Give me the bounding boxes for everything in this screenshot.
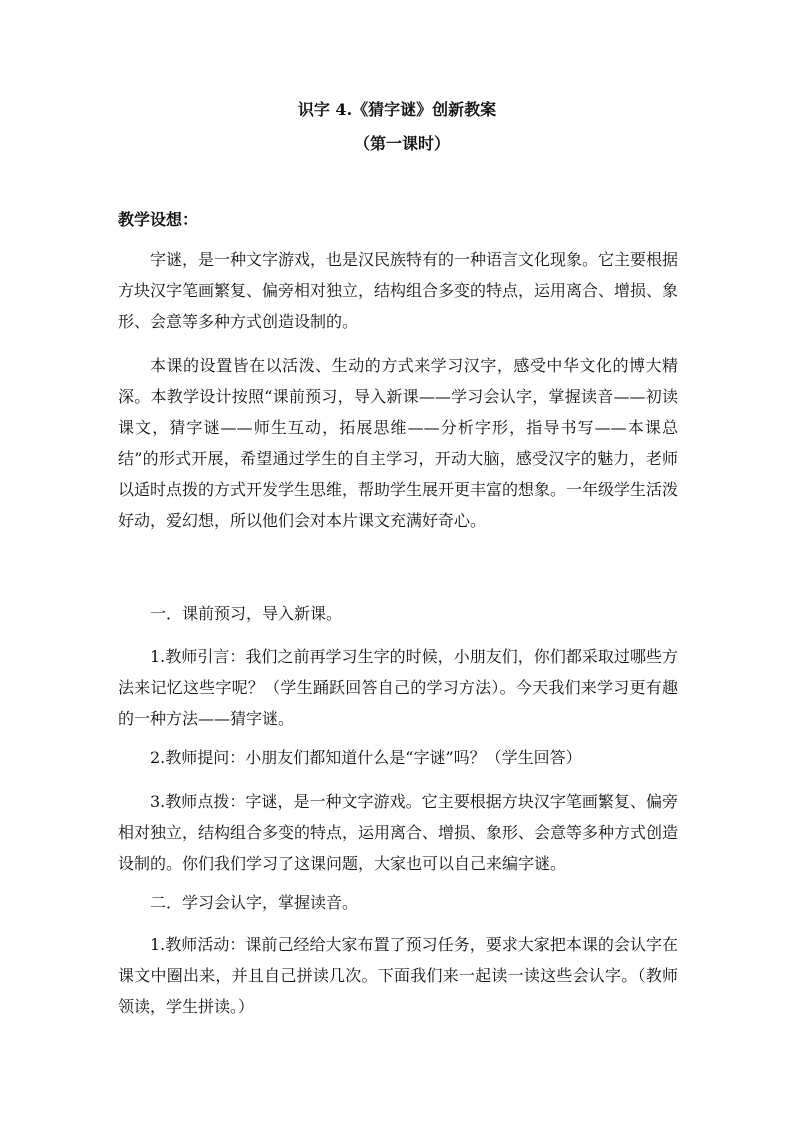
paragraph-step-two-1: 1.教师活动：课前己经给大家布置了预习任务，要求大家把本课的会认字在课文中圈出来，并且自己拼读几次。下面我们来一起读一读这些会认字。（教师领读，学生拼读。） <box>118 935 678 1016</box>
document-subtitle: （第一课时） <box>353 134 450 153</box>
paragraph-riddle-intro: 字谜，是一种文字游戏，也是汉民族特有的一种语言文化现象。它主要根据方块汉字笔画繁复、偏旁相对独立，结构组合多变的特点，运用离合、增损、象形、会意等多种方式创造设制的。 <box>118 250 679 331</box>
section-label-teaching-idea: 教学设想： <box>118 210 199 229</box>
paragraph-step-one-2: 2.教师提问：小朋友们都知道什么是“字谜”吗？（学生回答） <box>150 748 582 767</box>
heading-step-two: 二．学习会认字，掌握读音。 <box>150 893 359 912</box>
document-title: 识字 4.《猜字谜》创新教案 <box>297 100 497 119</box>
paragraph-lesson-design: 本课的设置皆在以活泼、生动的方式来学习汉字，感受中华文化的博大精深。本教学设计按照“课前预习，导入新课——学习会认字，掌握读音——初读课文，猜字谜——师生互动，拓展思维——分析字形，指导书写——本课总结”的形式开展，希望通过学生的自主学习，开动大脑，感受汉字的魅力，老师以适时点拨的方式开发学生思维，帮助学生展开更丰富的想象。一年级学生活泼好动，爱幻想，所以他们会对本片课文充满好奇心。 <box>118 356 679 530</box>
paragraph-step-one-1: 1.教师引言：我们之前再学习生字的时候，小朋友们，你们都采取过哪些方法来记忆这些字呢？（学生踊跃回答自己的学习方法）。今天我们来学习更有趣的一种方法——猜字谜。 <box>118 647 678 728</box>
paragraph-step-one-3: 3.教师点拨：字谜，是一种文字游戏。它主要根据方块汉字笔画繁复、偏旁相对独立，结构组合多变的特点，运用离合、增损、象形、会意等多种方式创造设制的。你们我们学习了这课问题，大家也可以自己来编字谜。 <box>118 792 679 873</box>
heading-step-one: 一．课前预习，导入新课。 <box>150 604 343 623</box>
